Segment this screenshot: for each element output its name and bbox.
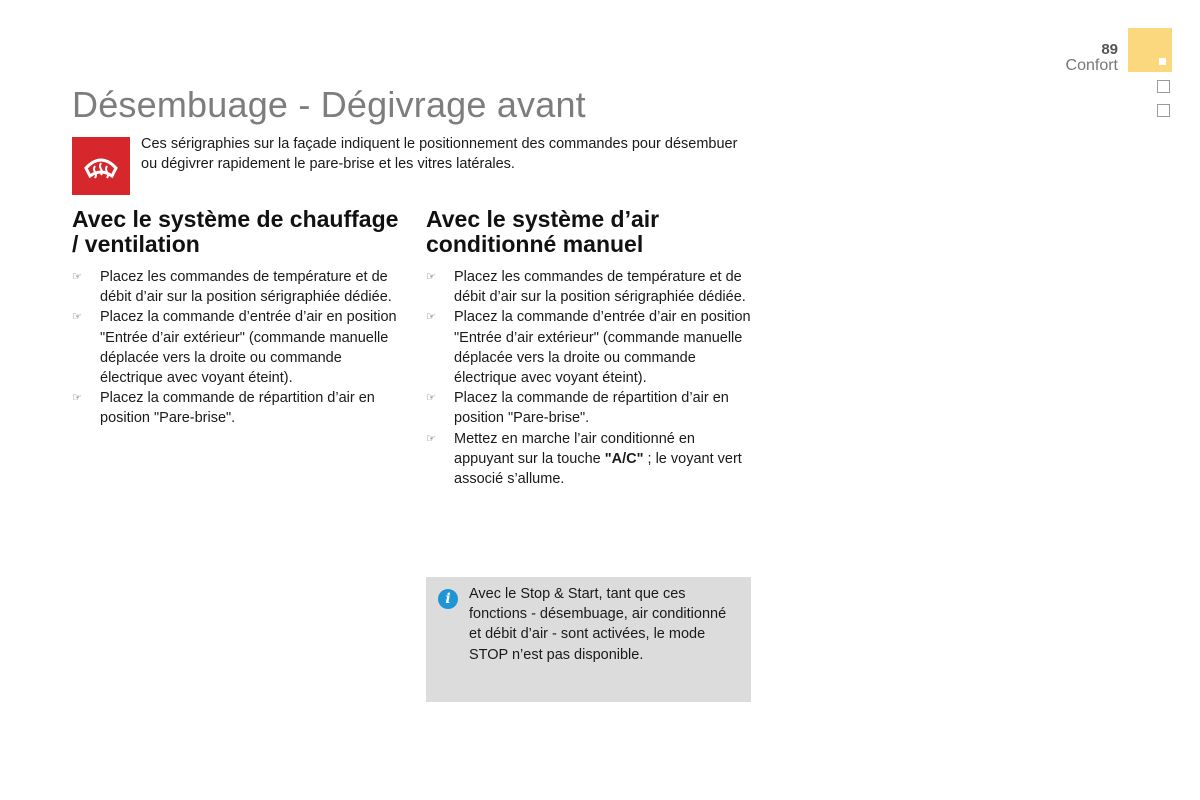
info-box <box>426 577 751 702</box>
instruction-list <box>426 267 754 489</box>
list-item: ☞ Placez les commandes de température et de débit d’air sur la position sérigraphiée dédiée. <box>72 269 392 306</box>
list-item: ☞ Placez la commande de répartition d’air en position "Pare-brise". <box>426 390 729 427</box>
front-defrost-badge <box>72 137 130 195</box>
page-title: Désembuage - Dégivrage avant <box>72 84 586 125</box>
list-item: ☞ Placez la commande d’entrée d’air en position "Entrée d’air extérieur" (commande manuelle déplacée vers la droite ou commande électrique avec voyant éteint). <box>72 309 397 387</box>
column-heading: Avec le système de chauffage / ventilation <box>72 206 399 257</box>
ac-key-label: "A/C" <box>604 450 644 467</box>
list-item: ☞ Mettez en marche l’air conditionné en appuyant sur la touche "A/C" ; le voyant vert associé s’allume. <box>426 430 742 488</box>
pointing-hand-icon: ☞ <box>426 392 436 405</box>
list-item: ☞ Placez la commande de répartition d’air en position "Pare-brise". <box>72 390 375 427</box>
chapter-tab <box>1128 28 1172 72</box>
page-number: 89 <box>1101 41 1118 58</box>
info-icon: i <box>438 589 458 609</box>
pointing-hand-icon: ☞ <box>72 392 82 405</box>
pointing-hand-icon: ☞ <box>426 311 436 324</box>
front-defrost-icon <box>81 146 121 186</box>
intro-text: Ces sérigraphies sur la façade indiquent le positionnement des commandes pour désembuer ou dégivrer rapidement le pare-brise et les vitres latérales. <box>141 136 738 172</box>
info-text: Avec le Stop & Start, tant que ces fonctions - désembuage, air conditionné et débit d’air - sont activées, le mode STOP n’est pas disponible. <box>469 586 727 663</box>
pointing-hand-icon: ☞ <box>426 432 436 445</box>
column-manual-air-conditioning <box>426 207 754 489</box>
pointing-hand-icon: ☞ <box>72 271 82 283</box>
list-item: ☞ Placez les commandes de température et de débit d’air sur la position sérigraphiée dédiée. <box>426 269 746 306</box>
section-name: Confort <box>1065 57 1118 74</box>
column-heating-ventilation <box>72 207 402 429</box>
instruction-list <box>72 267 402 429</box>
list-item: ☞ Placez la commande d’entrée d’air en position "Entrée d’air extérieur" (commande manuelle déplacée vers la droite ou commande électrique avec voyant éteint). <box>426 309 751 387</box>
pointing-hand-icon: ☞ <box>426 271 436 283</box>
column-heading: Avec le système d’air conditionné manuel <box>426 206 660 257</box>
tab-marker-filled <box>1159 58 1166 65</box>
tab-marker-empty <box>1157 80 1170 93</box>
tab-marker-empty <box>1157 104 1170 117</box>
pointing-hand-icon: ☞ <box>72 311 82 324</box>
